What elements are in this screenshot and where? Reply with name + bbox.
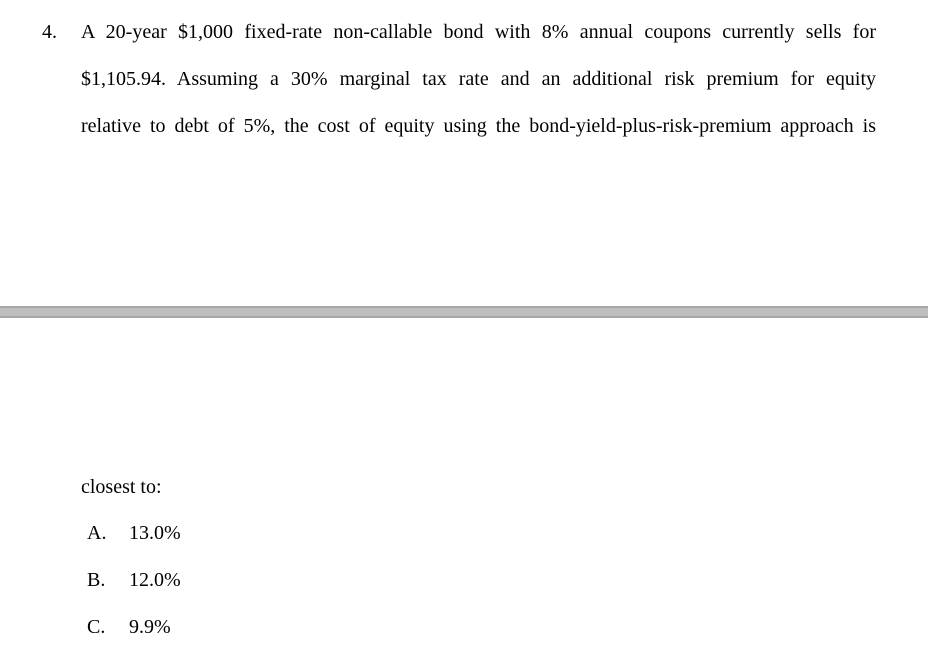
page-bottom	[0, 318, 928, 665]
page-top	[0, 0, 928, 306]
page-divider	[0, 306, 928, 318]
answer-choice-letter: B.	[87, 569, 106, 591]
answer-choice-c	[87, 613, 171, 641]
answer-choice-letter: C.	[87, 616, 106, 638]
answer-choice-value: 12.0%	[129, 569, 181, 591]
page-divider-edge-top	[0, 306, 928, 308]
question-stem-line-1: A 20-year $1,000 fixed-rate non-callable bond with 8% annual coupons currently sells for	[81, 21, 876, 43]
answer-choice-letter: A.	[87, 522, 107, 544]
answer-choice-b	[87, 566, 181, 594]
answer-choice-value: 9.9%	[129, 616, 171, 638]
answer-choice-a	[87, 519, 181, 547]
question-number: 4.	[42, 21, 57, 43]
question-stem-continuation: closest to:	[81, 476, 162, 498]
question-stem-line-3: relative to debt of 5%, the cost of equity using the bond-yield-plus-risk-premium approach is	[81, 115, 876, 137]
answer-choice-value: 13.0%	[129, 522, 181, 544]
question-stem-line-2: $1,105.94. Assuming a 30% marginal tax rate and an additional risk premium for equity	[81, 68, 876, 90]
